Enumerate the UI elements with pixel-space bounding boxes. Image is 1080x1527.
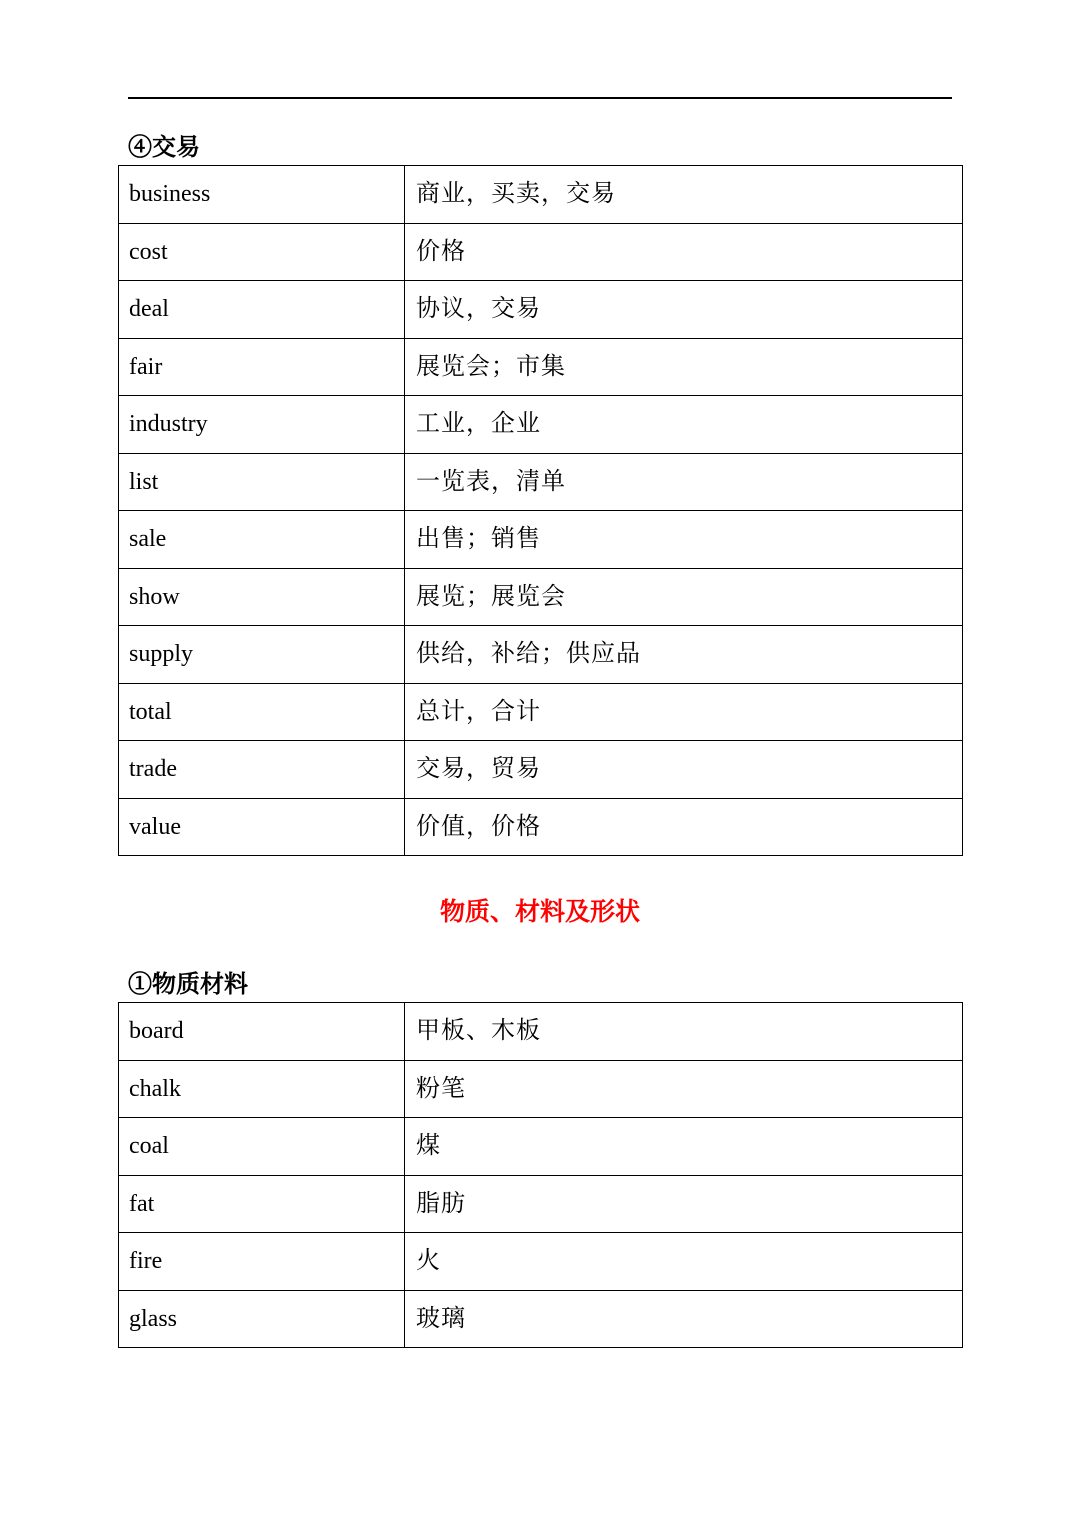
- meaning-cell: 煤: [405, 1118, 963, 1176]
- meaning-cell: 玻璃: [405, 1290, 963, 1348]
- table-row: [119, 223, 963, 281]
- word-cell: trade: [119, 741, 405, 799]
- meaning-cell: 协议，交易: [405, 281, 963, 339]
- meaning-cell: 展览；展览会: [405, 568, 963, 626]
- table-row: [119, 396, 963, 454]
- table-row: [119, 1003, 963, 1061]
- word-cell: chalk: [119, 1060, 405, 1118]
- word-cell: business: [119, 166, 405, 224]
- meaning-cell: 价格: [405, 223, 963, 281]
- table-row: [119, 281, 963, 339]
- table-row: [119, 1290, 963, 1348]
- top-rule: [128, 97, 952, 99]
- table-row: [119, 741, 963, 799]
- meaning-cell: 展览会；市集: [405, 338, 963, 396]
- word-cell: value: [119, 798, 405, 856]
- table-row: [119, 568, 963, 626]
- word-cell: fat: [119, 1175, 405, 1233]
- word-cell: coal: [119, 1118, 405, 1176]
- section-heading-trade: ④交易: [128, 135, 200, 161]
- word-cell: supply: [119, 626, 405, 684]
- word-cell: fire: [119, 1233, 405, 1291]
- vocab-table-materials: [118, 1002, 963, 1348]
- meaning-cell: 甲板、木板: [405, 1003, 963, 1061]
- section-heading-materials: ①物质材料: [128, 972, 248, 998]
- table-row: [119, 683, 963, 741]
- word-cell: board: [119, 1003, 405, 1061]
- meaning-cell: 出售；销售: [405, 511, 963, 569]
- word-cell: glass: [119, 1290, 405, 1348]
- word-cell: deal: [119, 281, 405, 339]
- table-row: [119, 1060, 963, 1118]
- meaning-cell: 一览表，清单: [405, 453, 963, 511]
- table-row: [119, 453, 963, 511]
- word-cell: total: [119, 683, 405, 741]
- category-title: 物质、材料及形状: [439, 899, 640, 926]
- table-row: [119, 166, 963, 224]
- word-cell: list: [119, 453, 405, 511]
- meaning-cell: 总计，合计: [405, 683, 963, 741]
- table-row: [119, 1118, 963, 1176]
- word-cell: industry: [119, 396, 405, 454]
- word-cell: cost: [119, 223, 405, 281]
- table-row: [119, 1233, 963, 1291]
- table-row: [119, 1175, 963, 1233]
- meaning-cell: 商业，买卖，交易: [405, 166, 963, 224]
- meaning-cell: 脂肪: [405, 1175, 963, 1233]
- word-cell: sale: [119, 511, 405, 569]
- vocab-table-trade: [118, 165, 963, 856]
- meaning-cell: 火: [405, 1233, 963, 1291]
- word-cell: show: [119, 568, 405, 626]
- table-row: [119, 626, 963, 684]
- meaning-cell: 价值，价格: [405, 798, 963, 856]
- meaning-cell: 交易，贸易: [405, 741, 963, 799]
- table-row: [119, 338, 963, 396]
- table-row: [119, 798, 963, 856]
- meaning-cell: 工业，企业: [405, 396, 963, 454]
- meaning-cell: 供给，补给；供应品: [405, 626, 963, 684]
- table-row: [119, 511, 963, 569]
- meaning-cell: 粉笔: [405, 1060, 963, 1118]
- word-cell: fair: [119, 338, 405, 396]
